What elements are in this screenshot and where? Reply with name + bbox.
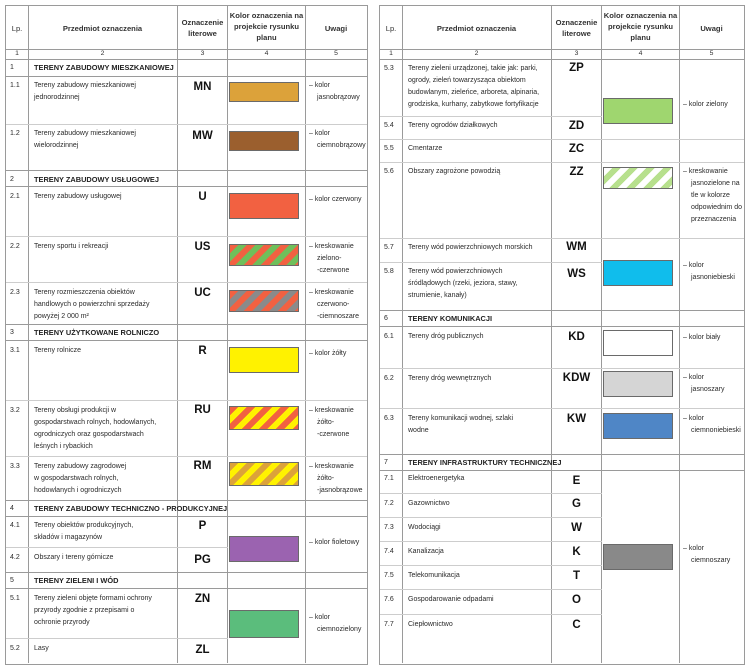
section-title: TERENY ZABUDOWY TECHNICZNO - PRODUKCYJNEJ xyxy=(34,504,228,513)
color-swatch-infrastructure xyxy=(603,544,673,570)
row-label: Tereny dróg wewnętrznych xyxy=(408,375,492,382)
row-number: 3.3 xyxy=(10,463,20,470)
land-use-code: K xyxy=(572,546,581,558)
row-note: ciemnozielony xyxy=(317,626,362,633)
row-number: 4.1 xyxy=(10,522,20,529)
color-swatch-u xyxy=(229,193,299,219)
color-swatch-kdw xyxy=(603,371,673,397)
row-label: Tereny zieleni objęte formami ochrony xyxy=(34,595,152,602)
row-note: żółto- xyxy=(317,475,335,482)
row-number: 2.3 xyxy=(10,289,20,296)
row-label: Tereny zabudowy mieszkaniowej xyxy=(34,130,136,137)
color-swatch-zp xyxy=(603,98,673,124)
row-note: -czerwone xyxy=(317,267,350,274)
row-number: 6.1 xyxy=(384,333,394,340)
row-note: jasnoszary xyxy=(691,386,725,393)
row-number: 7.3 xyxy=(384,524,394,531)
color-swatch-r xyxy=(229,347,299,373)
row-label: Wodociągi xyxy=(408,524,441,531)
header-notes: Uwagi xyxy=(700,24,723,33)
land-use-code: ZZ xyxy=(569,166,584,178)
row-number: 6.2 xyxy=(384,375,394,382)
row-label: Tereny sportu i rekreacji xyxy=(34,243,109,250)
row-label: Tereny rozmieszczenia obiektów xyxy=(34,289,135,296)
row-label: Tereny komunikacji wodnej, szlaki xyxy=(408,415,514,422)
row-note: – kolor xyxy=(683,374,705,381)
row-number: 7.2 xyxy=(384,500,394,507)
row-note: -jasnobrązowe xyxy=(317,487,363,494)
section-title: TERENY UŻYTKOWANE ROLNICZO xyxy=(34,328,160,337)
col-num-2: 2 xyxy=(474,50,479,57)
land-use-code: WM xyxy=(566,241,587,253)
row-label: handlowych o powierzchni sprzedaży xyxy=(34,301,150,308)
land-use-code: C xyxy=(572,619,581,631)
header-subject: Przedmiot oznaczenia xyxy=(436,24,517,33)
row-number: 5.2 xyxy=(10,645,20,652)
row-note: przeznaczenia xyxy=(691,216,737,223)
row-label: Tereny obiektów produkcyjnych, xyxy=(34,522,134,529)
land-use-code: UC xyxy=(194,287,211,299)
land-use-code: RM xyxy=(193,460,212,472)
header-color: Kolor oznaczenia na projekcie rysunku planu xyxy=(229,11,304,42)
header-code: Oznaczenie literowe xyxy=(555,18,598,38)
land-use-code: T xyxy=(572,570,581,582)
row-label: w gospodarstwach rolnych, xyxy=(34,475,119,482)
legend-table-right xyxy=(379,5,745,665)
land-use-code: KD xyxy=(568,331,585,343)
row-note: – kolor xyxy=(309,614,331,621)
row-number: 7.4 xyxy=(384,548,394,555)
row-number: 1.2 xyxy=(10,130,20,137)
row-label: gospodarstwach rolnych, hodowlanych, xyxy=(34,419,157,426)
land-use-code: KDW xyxy=(562,372,591,384)
row-label: Elektroenergetyka xyxy=(408,475,465,482)
row-note: – kolor fioletowy xyxy=(309,539,360,546)
color-swatch-mw xyxy=(229,131,299,151)
row-note: jasnobrązowy xyxy=(317,94,360,101)
land-use-code: U xyxy=(198,191,207,203)
row-note: – kolor czerwony xyxy=(309,196,362,203)
row-note: jasnozielone na xyxy=(691,180,740,187)
row-number: 3.2 xyxy=(10,407,20,414)
col-num-5: 5 xyxy=(709,50,714,57)
land-use-code: WS xyxy=(567,268,586,280)
section-number: 6 xyxy=(384,315,388,322)
row-label: Lasy xyxy=(34,645,49,652)
row-note: – kreskowanie xyxy=(683,168,728,175)
row-label: Telekomunikacja xyxy=(408,572,460,579)
section-title: TERENY ZABUDOWY USŁUGOWEJ xyxy=(34,175,159,184)
row-note: jasnoniebieski xyxy=(691,274,735,281)
section-number: 4 xyxy=(10,505,14,512)
row-note: – kolor biały xyxy=(683,334,721,341)
land-use-code: PG xyxy=(194,554,211,566)
header-color: Kolor oznaczenia na projekcie rysunku planu xyxy=(603,11,678,42)
row-number: 2.2 xyxy=(10,243,20,250)
row-label: Obszary zagrożone powodzią xyxy=(408,168,501,175)
row-label: Cmentarze xyxy=(408,145,443,152)
row-note: – kolor xyxy=(309,130,331,137)
land-use-code: ZP xyxy=(569,62,584,74)
land-use-code: MW xyxy=(192,130,213,142)
land-use-code: ZL xyxy=(195,644,210,656)
section-title: TERENY ZIELENI I WÓD xyxy=(34,576,119,585)
header-lp: Lp. xyxy=(385,24,397,33)
color-swatch-mn xyxy=(229,82,299,102)
section-number: 7 xyxy=(384,459,388,466)
row-note: -ciemnoszare xyxy=(317,313,360,320)
hatch-swatch-rm xyxy=(229,462,299,486)
row-number: 5.8 xyxy=(384,268,394,275)
header-notes: Uwagi xyxy=(324,24,348,33)
row-number: 4.2 xyxy=(10,554,20,561)
col-num-3: 3 xyxy=(574,50,579,57)
land-use-code: E xyxy=(572,475,581,487)
row-label: przyrody zgodnie z przepisami o xyxy=(34,607,135,614)
color-swatch-ws xyxy=(603,260,673,286)
row-label: Tereny obsługi produkcji w xyxy=(34,407,117,414)
row-note: ciemnobrązowy xyxy=(317,142,366,149)
row-number: 3.1 xyxy=(10,347,20,354)
row-label: śródlądowych (rzeki, jeziora, stawy, xyxy=(408,280,518,287)
land-use-code: RU xyxy=(194,404,211,416)
row-number: 5.1 xyxy=(10,595,20,602)
row-label: Tereny zieleni urządzonej, takie jak: parki, xyxy=(408,65,538,72)
land-use-code: MN xyxy=(193,81,212,93)
section-number: 5 xyxy=(10,577,14,584)
col-num-4: 4 xyxy=(638,50,643,57)
row-number: 5.3 xyxy=(384,65,394,72)
row-label: Tereny wód powierzchniowych xyxy=(408,268,503,275)
legend-table-left xyxy=(5,5,368,665)
row-number: 5.5 xyxy=(384,145,394,152)
row-label: Gazownictwo xyxy=(408,500,450,507)
row-note: czerwono- xyxy=(317,301,350,308)
col-num-5: 5 xyxy=(334,50,338,57)
header-code: Oznaczenie literowe xyxy=(181,18,224,38)
hatch-swatch-us xyxy=(229,244,299,266)
row-note: – kolor xyxy=(309,82,331,89)
col-num-3: 3 xyxy=(200,50,205,57)
land-use-code: P xyxy=(198,520,207,532)
row-note: – kolor xyxy=(683,262,705,269)
row-note: – kreskowanie xyxy=(309,463,354,470)
row-label: Tereny zabudowy mieszkaniowej xyxy=(34,82,136,89)
row-label: wielorodzinnej xyxy=(34,142,79,149)
row-number: 6.3 xyxy=(384,415,394,422)
header-lp: Lp. xyxy=(11,24,23,33)
row-number: 5.4 xyxy=(384,122,394,129)
row-label: Kanalizacja xyxy=(408,548,444,555)
row-label: strumienie, kanały) xyxy=(408,292,467,299)
row-number: 2.1 xyxy=(10,193,20,200)
row-label: Tereny wód powierzchniowych morskich xyxy=(408,244,533,251)
row-note: -czerwone xyxy=(317,431,350,438)
row-label: składów i magazynów xyxy=(34,534,103,541)
col-num-1: 1 xyxy=(15,50,19,57)
row-label: ochronie przyrody xyxy=(34,619,90,626)
land-use-code: G xyxy=(572,498,581,510)
header-subject: Przedmiot oznaczenia xyxy=(62,24,143,33)
section-number: 1 xyxy=(10,64,14,71)
land-use-code: ZN xyxy=(194,593,211,605)
row-label: Tereny zabudowy usługowej xyxy=(34,193,122,200)
row-note: – kreskowanie xyxy=(309,243,354,250)
row-label: leśnych i rybackich xyxy=(34,443,93,450)
row-label: Ciepłownictwo xyxy=(408,621,453,628)
row-note: – kolor xyxy=(683,415,705,422)
row-label: Tereny rolnicze xyxy=(34,347,82,354)
col-num-2: 2 xyxy=(100,50,105,57)
row-number: 1.1 xyxy=(10,82,20,89)
land-use-code: W xyxy=(571,522,582,534)
section-title: TERENY ZABUDOWY MIESZKANIOWEJ xyxy=(34,63,174,72)
land-use-code: KW xyxy=(566,413,587,425)
row-label: Tereny ogrodów działkowych xyxy=(408,122,498,129)
row-note: ciemnoszary xyxy=(691,557,731,564)
section-number: 2 xyxy=(10,176,14,183)
color-swatch-p xyxy=(229,536,299,562)
row-label: grodziska, kurhany, zabytkowe fortyfikacje xyxy=(408,101,539,108)
row-label: Gospodarowanie odpadami xyxy=(408,596,494,603)
land-use-code: ZC xyxy=(568,143,585,155)
hatch-swatch-ru xyxy=(229,406,299,430)
row-label: jednorodzinnej xyxy=(34,94,80,101)
land-use-code: R xyxy=(198,345,207,357)
row-label: Obszary i tereny górnicze xyxy=(34,554,114,561)
row-number: 7.6 xyxy=(384,596,394,603)
row-label: Tereny dróg publicznych xyxy=(408,333,484,340)
row-note: odpowiednim do xyxy=(691,204,742,211)
row-number: 7.5 xyxy=(384,572,394,579)
row-note: – kreskowanie xyxy=(309,289,354,296)
hatch-swatch-zz xyxy=(603,167,673,189)
row-label: powyżej 2 000 m² xyxy=(34,313,89,320)
row-number: 5.7 xyxy=(384,244,394,251)
row-label: budowlanym, zieleńce, arboreta, alpinaria, xyxy=(408,89,540,96)
row-note: tle w kolorze xyxy=(691,192,730,199)
land-use-code: O xyxy=(572,594,581,606)
row-number: 5.6 xyxy=(384,168,394,175)
col-num-1: 1 xyxy=(389,50,393,57)
col-num-4: 4 xyxy=(264,50,269,57)
row-note: – kolor xyxy=(683,545,705,552)
row-label: Tereny zabudowy zagrodowej xyxy=(34,463,127,470)
row-note: zielono- xyxy=(317,255,342,262)
color-swatch-kd xyxy=(603,330,673,356)
hatch-swatch-uc xyxy=(229,290,299,312)
row-note: – kolor zielony xyxy=(683,101,728,108)
row-label: wodne xyxy=(408,427,429,434)
row-note: ciemnoniebieski xyxy=(691,427,741,434)
row-note: – kolor żółty xyxy=(309,350,347,357)
section-title: TERENY INFRASTRUKTURY TECHNICZNEJ xyxy=(408,458,562,467)
color-swatch-kw xyxy=(603,413,673,439)
row-label: hodowlanych i ogrodniczych xyxy=(34,487,122,494)
section-title: TERENY KOMUNIKACJI xyxy=(408,314,493,323)
row-label: ogrodniczych oraz gospodarstwach xyxy=(34,431,144,438)
row-number: 7.7 xyxy=(384,621,394,628)
row-note: – kreskowanie xyxy=(309,407,354,414)
row-note: żółto- xyxy=(317,419,335,426)
row-number: 7.1 xyxy=(384,475,394,482)
color-swatch-zn xyxy=(229,610,299,638)
land-use-code: US xyxy=(194,241,211,253)
section-number: 3 xyxy=(10,329,14,336)
land-use-code: ZD xyxy=(568,120,585,132)
row-label: ogrody, zieleń towarzysząca obiektom xyxy=(408,77,526,84)
